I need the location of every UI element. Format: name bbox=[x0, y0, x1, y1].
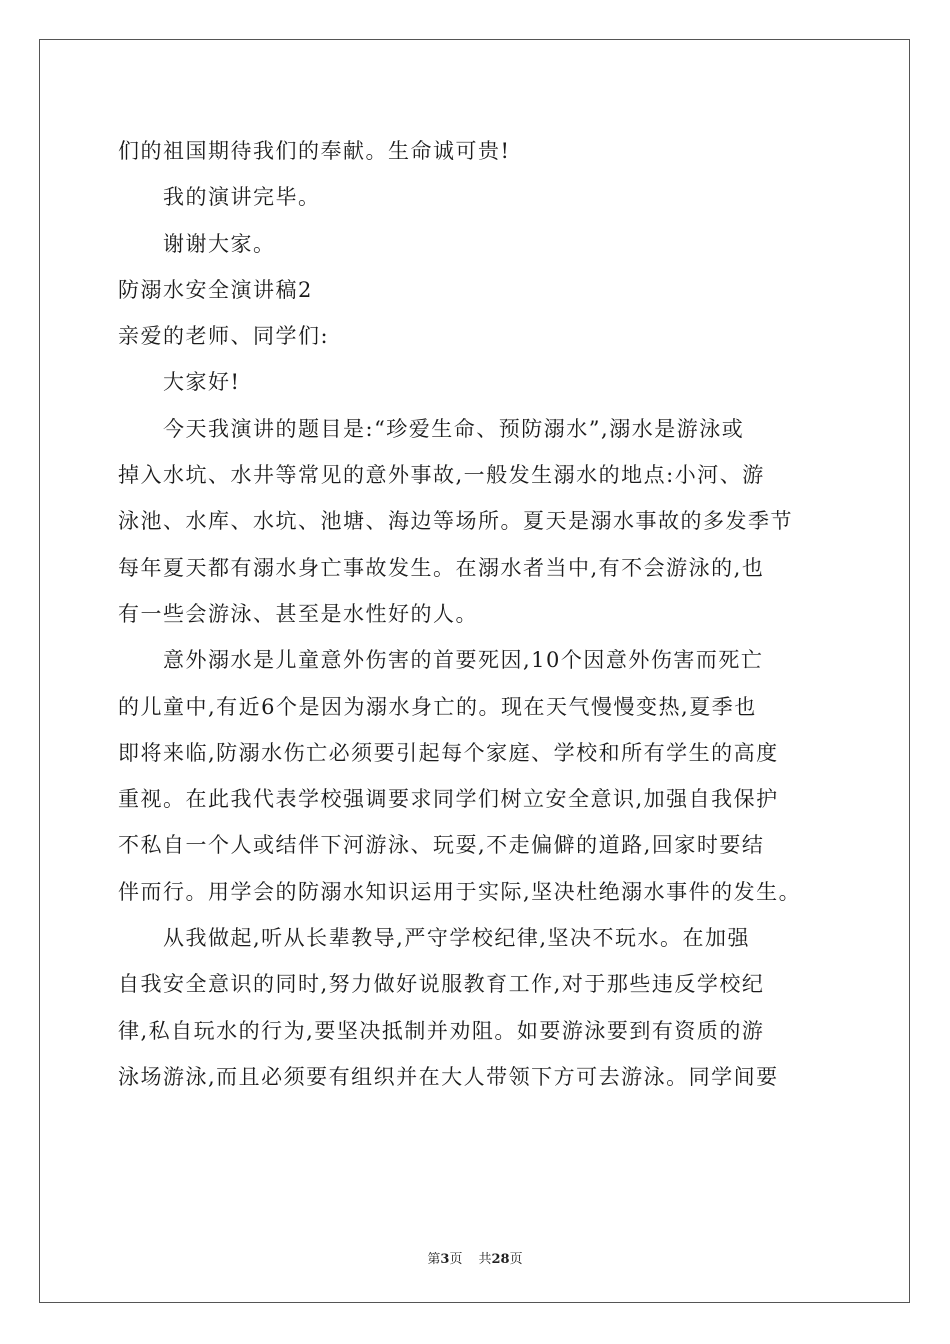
body-line: 谢谢大家。 bbox=[163, 231, 276, 256]
body-line: 的儿童中,有近6个是因为溺水身亡的。现在天气慢慢变热,夏季也 bbox=[118, 694, 757, 719]
body-line: 从我做起,听从长辈教导,严守学校纪律,坚决不玩水。在加强 bbox=[163, 926, 751, 951]
body-line: 意外溺水是儿童意外伤害的首要死因,10个因意外伤害而死亡 bbox=[163, 648, 764, 673]
body-line: 即将来临,防溺水伤亡必须要引起每个家庭、学校和所有学生的高度 bbox=[118, 740, 779, 765]
total-unit: 页 bbox=[509, 1252, 523, 1267]
page-total: 28 bbox=[491, 1252, 510, 1267]
body-line: 不私自一个人或结伴下河游泳、玩耍,不走偏僻的道路,回家时要结 bbox=[118, 833, 765, 858]
body-line: 有一些会游泳、甚至是水性好的人。 bbox=[118, 601, 478, 626]
section-title: 防溺水安全演讲稿2 bbox=[118, 277, 313, 302]
body-line: 伴而行。用学会的防溺水知识运用于实际,坚决杜绝溺水事件的发生。 bbox=[118, 879, 802, 904]
body-line: 们的祖国期待我们的奉献。生命诚可贵! bbox=[118, 139, 511, 163]
document-body bbox=[118, 128, 838, 1100]
body-line: 每年夏天都有溺水身亡事故发生。在溺水者当中,有不会游泳的,也 bbox=[118, 555, 765, 580]
page-prefix: 第 bbox=[427, 1252, 441, 1267]
body-line: 泳池、水库、水坑、池塘、海边等场所。夏天是溺水事故的多发季节 bbox=[118, 509, 793, 534]
body-line: 重视。在此我代表学校强调要求同学们树立安全意识,加强自我保护 bbox=[118, 787, 779, 812]
body-line: 自我安全意识的同时,努力做好说服教育工作,对于那些违反学校纪 bbox=[118, 972, 765, 997]
body-line: 我的演讲完毕。 bbox=[163, 185, 321, 210]
greeting: 大家好! bbox=[163, 370, 241, 395]
salutation: 亲爱的老师、同学们: bbox=[118, 324, 330, 349]
body-line: 泳场游泳,而且必须要有组织并在大人带领下方可去游泳。同学间要 bbox=[118, 1064, 779, 1089]
body-line: 掉入水坑、水井等常见的意外事故,一般发生溺水的地点:小河、游 bbox=[118, 463, 765, 488]
page-footer bbox=[0, 1248, 950, 1267]
total-prefix: 共 bbox=[478, 1252, 492, 1267]
page-unit: 页 bbox=[449, 1252, 463, 1267]
body-line: 律,私自玩水的行为,要坚决抵制并劝阻。如要游泳要到有资质的游 bbox=[118, 1018, 765, 1043]
page-current: 3 bbox=[440, 1252, 450, 1267]
body-line: 今天我演讲的题目是:“珍爱生命、预防溺水”,溺水是游泳或 bbox=[163, 416, 745, 441]
